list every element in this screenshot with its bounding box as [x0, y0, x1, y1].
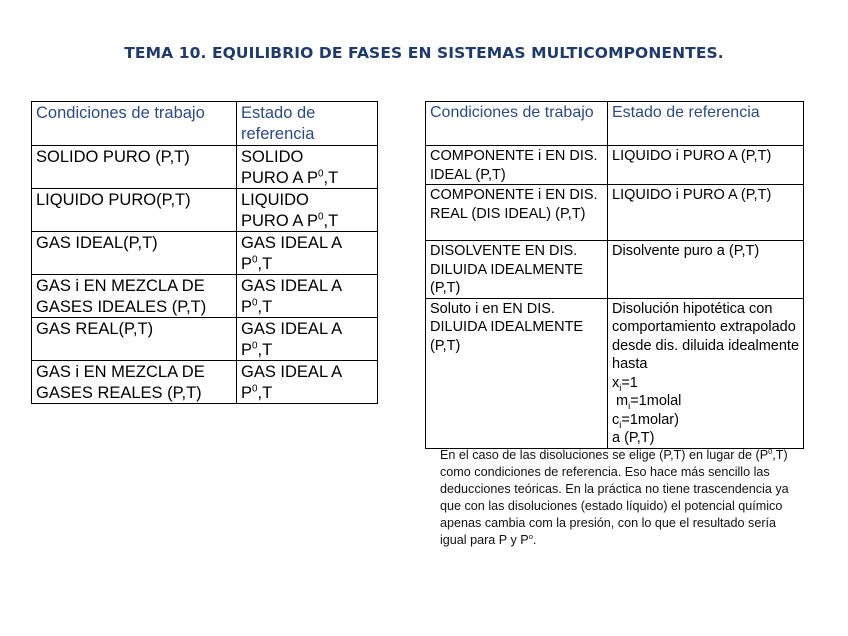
table-row: [32, 189, 378, 232]
reference-description: Disolución hipotética con comportamiento extrapolado desde dis. diluida idealmente hasta: [612, 300, 800, 372]
reference-cell: GAS IDEAL A $P^0,T$: [237, 232, 378, 275]
reference-cell: LIQUIDO PURO A $P^0,T$: [237, 189, 378, 232]
condition-cell: GAS REAL(P,T): [32, 318, 237, 361]
table-row: [426, 146, 804, 185]
table-header-row: [426, 102, 804, 146]
condition-cell: LIQUIDO PURO(P,T): [32, 189, 237, 232]
molar-fraction-line: $x_i=1$: [612, 374, 638, 393]
table-row: [32, 275, 378, 318]
condition-cell: Soluto i en EN DIS. DILUIDA IDEALMENTE (P,T): [426, 298, 608, 448]
condition-cell: SOLIDO PURO (P,T): [32, 146, 237, 189]
table-header-row: [32, 102, 378, 146]
table-row: [32, 361, 378, 404]
table-row: [426, 241, 804, 299]
reference-cell: GAS IDEAL A $P^0,T$: [237, 318, 378, 361]
header-cell: Estado de referencia: [237, 102, 378, 146]
header-cell: Condiciones de trabajo: [32, 102, 237, 146]
header-cell: Estado de referencia: [608, 102, 804, 146]
reference-cell: [608, 298, 804, 448]
reference-states-table-pure: [31, 101, 378, 404]
header-cell: Condiciones de trabajo: [426, 102, 608, 146]
molarity-line: $c_i=1molar$): [612, 411, 679, 430]
table-row: [426, 298, 804, 448]
reference-cell: SOLIDO PURO A $P^0,T$: [237, 146, 378, 189]
condition-cell: COMPONENTE i EN DIS. REAL (DIS IDEAL) (P,T): [426, 185, 608, 241]
table-row: [32, 146, 378, 189]
page-title: TEMA 10. EQUILIBRIO DE FASES EN SISTEMAS MULTICOMPONENTES.: [124, 44, 724, 62]
reference-cell: Disolvente puro a (P,T): [608, 241, 804, 299]
molality-line: $m_i=1molal$: [616, 393, 682, 411]
reference-cell: LIQUIDO i PURO A (P,T): [608, 185, 804, 241]
table-row: [32, 232, 378, 275]
conditions-line: a (P,T): [612, 430, 655, 446]
condition-cell: COMPONENTE i EN DIS. IDEAL (P,T): [426, 146, 608, 185]
reference-states-table-solutions: [425, 101, 804, 449]
condition-cell: GAS IDEAL(P,T): [32, 232, 237, 275]
condition-cell: DISOLVENTE EN DIS. DILUIDA IDEALMENTE (P,T): [426, 241, 608, 299]
reference-cell: GAS IDEAL A $P^0,T$: [237, 275, 378, 318]
condition-cell: GAS i EN MEZCLA DE GASES REALES (P,T): [32, 361, 237, 404]
reference-cell: GAS IDEAL A $P^0,T$: [237, 361, 378, 404]
condition-cell: GAS i EN MEZCLA DE GASES IDEALES (P,T): [32, 275, 237, 318]
reference-cell: LIQUIDO i PURO A (P,T): [608, 146, 804, 185]
table-row: [426, 185, 804, 241]
table-row: [32, 318, 378, 361]
explanatory-note: En el caso de las disoluciones se elige (P,T) en lugar de $(P^0,T)$ como condiciones de referencia. Eso hace más sencillo las deducciones teóricas. En la práctica no tiene trascendencia ya que con las disoluciones (estado líquido) el potencial químico apenas cambia com la presión, con lo que el resultado sería igual para P y $P^o$.: [440, 446, 789, 547]
